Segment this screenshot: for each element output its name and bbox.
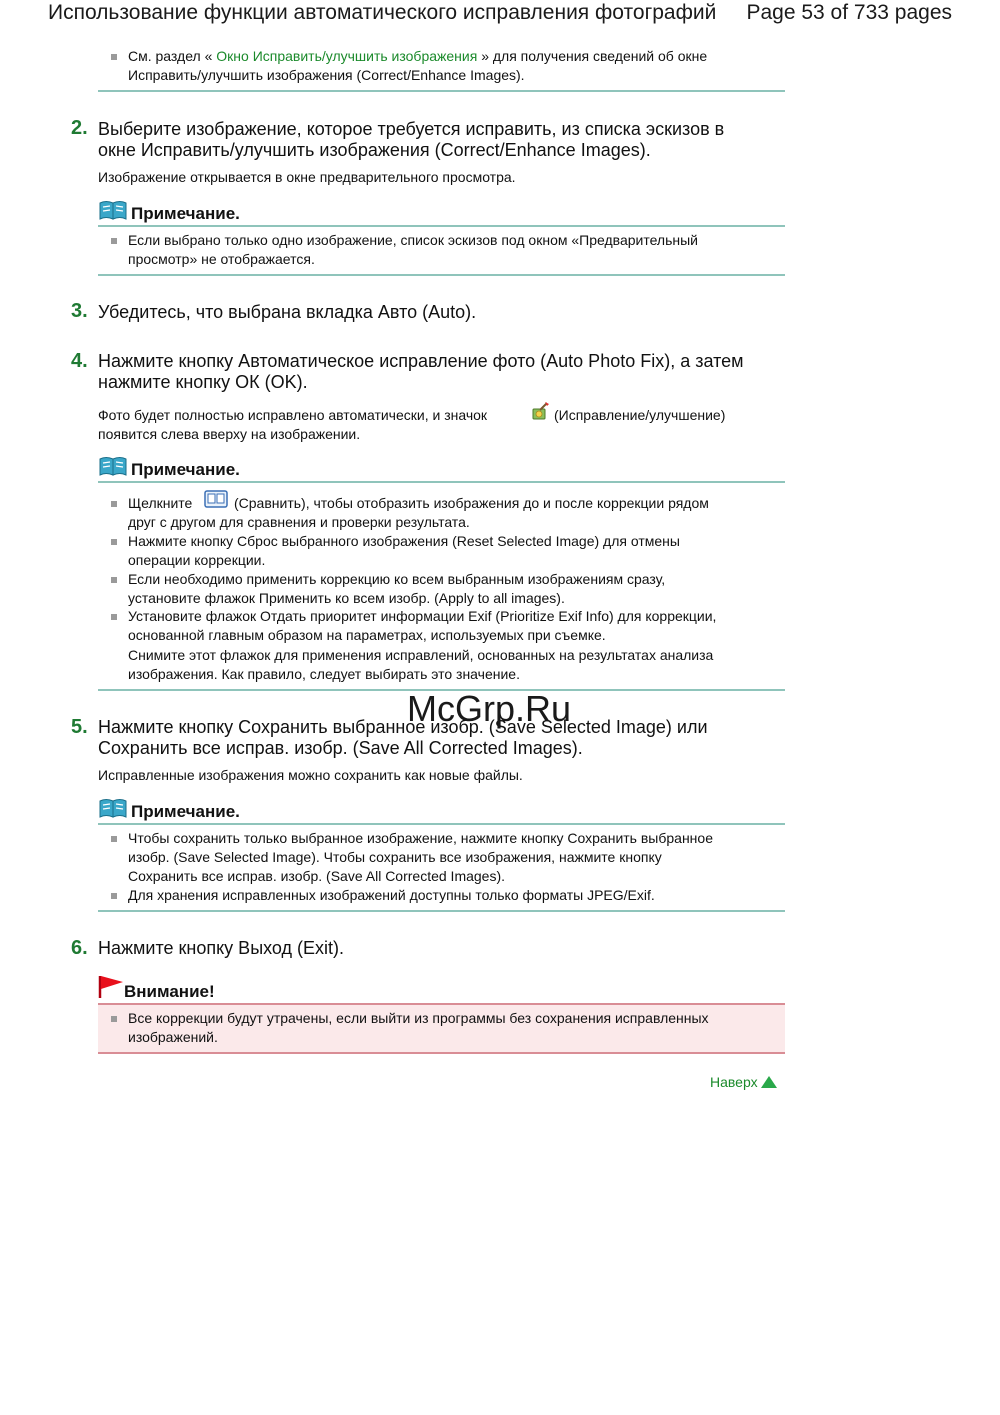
- note-text: Чтобы сохранить только выбранное изображение, нажмите кнопку Сохранить выбранное: [128, 830, 713, 846]
- step-text: нажмите кнопку ОК (OK).: [98, 372, 308, 392]
- step-text: Нажмите кнопку Сохранить выбранное изобр. (Save Selected Image) или: [98, 717, 708, 737]
- step-number: 4.: [71, 350, 88, 372]
- divider: [98, 1052, 785, 1054]
- step-description: (Исправление/улучшение): [554, 407, 726, 423]
- bullet-icon: [111, 238, 117, 244]
- step-description: появится слева вверху на изображении.: [98, 426, 361, 442]
- step-number: 5.: [71, 716, 88, 738]
- page-counter: Page 53 of 733 pages: [746, 1, 952, 24]
- book-icon: [99, 798, 127, 818]
- intro-line1: [128, 47, 707, 66]
- bullet-icon: [111, 539, 117, 545]
- step-number: 6.: [71, 937, 88, 959]
- note-text: изображения. Как правило, следует выбирать это значение.: [128, 666, 520, 682]
- book-icon: [99, 200, 127, 220]
- note-text: (Сравнить), чтобы отобразить изображения до и после коррекции рядом: [234, 495, 709, 511]
- step-description: Исправленные изображения можно сохранить как новые файлы.: [98, 767, 523, 783]
- note-text: друг с другом для сравнения и проверки результата.: [128, 514, 470, 530]
- back-to-top-link[interactable]: [710, 1074, 777, 1090]
- note-text: Установите флажок Отдать приоритет информации Exif (Prioritize Exif Info) для коррекции,: [128, 608, 717, 624]
- intro-prefix: См. раздел «: [128, 48, 217, 64]
- divider: [98, 90, 785, 92]
- step-description: Изображение открывается в окне предварительного просмотра.: [98, 169, 516, 185]
- warning-flag-icon: [98, 975, 124, 999]
- watermark: McGrp.Ru: [407, 688, 572, 729]
- warning-title: Внимание!: [124, 982, 215, 1001]
- warning-text: Все коррекции будут утрачены, если выйти из программы без сохранения исправленных: [128, 1010, 709, 1026]
- back-to-top-label[interactable]: Наверх: [710, 1074, 758, 1090]
- note-title: Примечание.: [131, 802, 240, 821]
- divider: [98, 274, 785, 276]
- step-description: Фото будет полностью исправлено автоматически, и значок: [98, 407, 488, 423]
- arrow-up-icon[interactable]: [761, 1076, 777, 1088]
- divider: [98, 910, 785, 912]
- compare-icon: [204, 489, 228, 509]
- bullet-icon: [111, 501, 117, 507]
- intro-link[interactable]: Окно Исправить/улучшить изображения: [216, 48, 478, 64]
- warning-text: изображений.: [128, 1029, 218, 1045]
- bullet-icon: [111, 1016, 117, 1022]
- step-text: Нажмите кнопку Выход (Exit).: [98, 938, 345, 958]
- note-text: Для хранения исправленных изображений доступны только форматы JPEG/Exif.: [128, 887, 655, 903]
- step-text: окне Исправить/улучшить изображения (Correct/Enhance Images).: [98, 140, 651, 160]
- note-title: Примечание.: [131, 204, 240, 223]
- note-text: просмотр» не отображается.: [128, 251, 315, 267]
- divider: [98, 1003, 785, 1005]
- divider: [98, 481, 785, 483]
- note-text: основанной главным образом на параметрах, используемых при съемке.: [128, 627, 606, 643]
- note-text: установите флажок Применить ко всем изобр. (Apply to all images).: [128, 590, 565, 606]
- step-text: Убедитесь, что выбрана вкладка Авто (Auto).: [98, 302, 477, 322]
- bullet-icon: [111, 614, 117, 620]
- note-text: операции коррекции.: [128, 552, 266, 568]
- step-number: 2.: [71, 117, 88, 139]
- note-text: Сохранить все исправ. изобр. (Save All Corrected Images).: [128, 868, 506, 884]
- page-title: Использование функции автоматического исправления фотографий: [48, 1, 717, 24]
- book-icon: [99, 456, 127, 476]
- note-title: Примечание.: [131, 460, 240, 479]
- bullet-icon: [111, 836, 117, 842]
- step-text: Нажмите кнопку Автоматическое исправление фото (Auto Photo Fix), а затем: [98, 351, 744, 371]
- note-text: Если необходимо применить коррекцию ко всем выбранным изображениям сразу,: [128, 571, 666, 587]
- step-text: Сохранить все исправ. изобр. (Save All Corrected Images).: [98, 738, 583, 758]
- divider: [98, 225, 785, 227]
- correct-enhance-icon: [530, 401, 550, 421]
- intro-suffix: » для получения сведений об окне: [477, 48, 708, 64]
- note-text: Щелкните: [128, 495, 193, 511]
- divider: [98, 823, 785, 825]
- note-text: изобр. (Save Selected Image). Чтобы сохранить все изображения, нажмите кнопку: [128, 849, 662, 865]
- note-text: Нажмите кнопку Сброс выбранного изображения (Reset Selected Image) для отмены: [128, 533, 680, 549]
- note-text: Снимите этот флажок для применения исправлений, основанных на результатах анализа: [128, 647, 714, 663]
- intro-line2: Исправить/улучшить изображения (Correct/Enhance Images).: [128, 67, 525, 83]
- step-number: 3.: [71, 300, 88, 322]
- bullet-icon: [111, 54, 117, 60]
- step-text: Выберите изображение, которое требуется исправить, из списка эскизов в: [98, 119, 725, 139]
- bullet-icon: [111, 577, 117, 583]
- note-text: Если выбрано только одно изображение, список эскизов под окном «Предварительный: [128, 232, 698, 248]
- bullet-icon: [111, 893, 117, 899]
